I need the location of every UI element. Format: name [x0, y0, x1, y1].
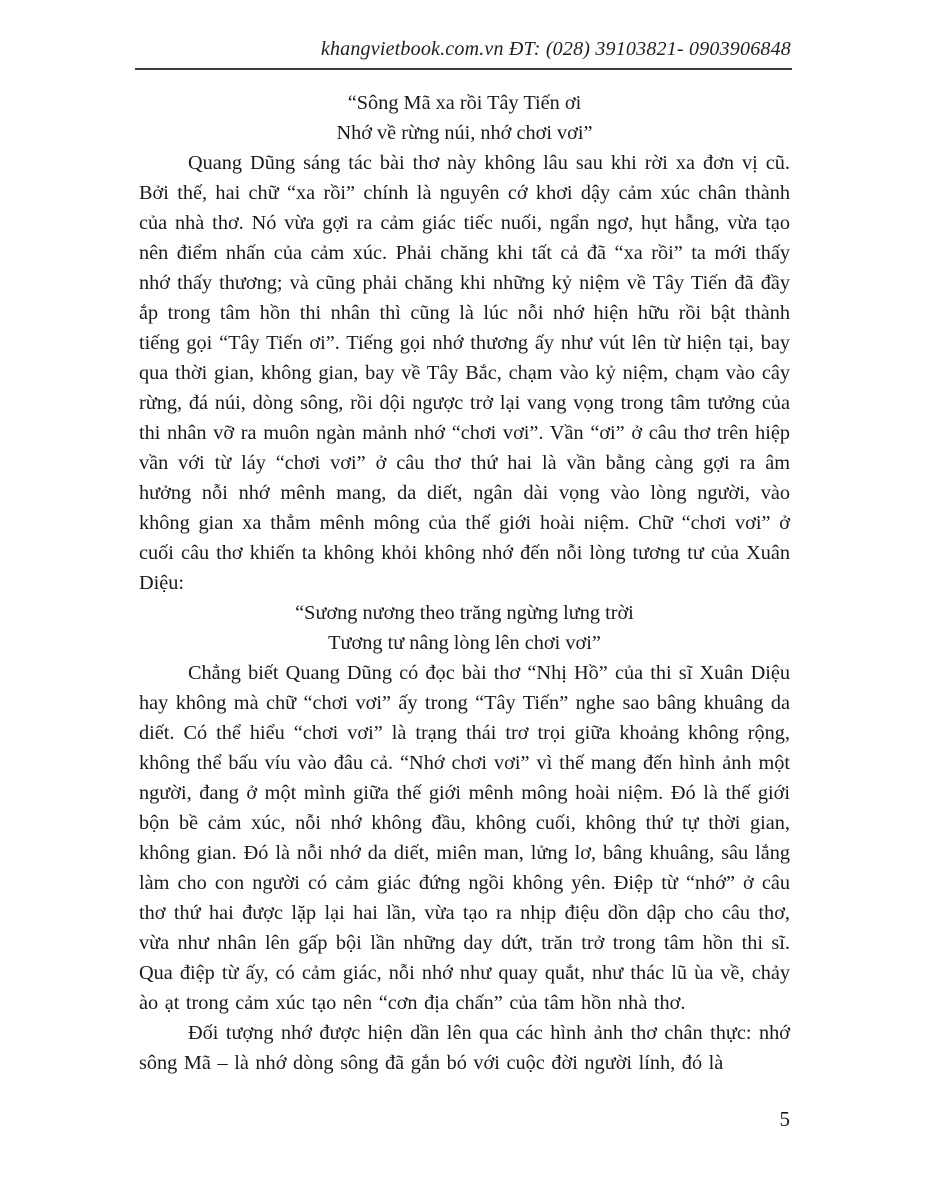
header-website-phone: khangvietbook.com.vn ĐT: (028) 39103821- 0903906848: [320, 38, 791, 60]
paragraph-analysis-xa-roi: Quang Dũng sáng tác bài thơ này không lâu sau khi rời xa đơn vị cũ. Bởi thế, hai chữ “xa rồi” chính là nguyên cớ khơi dậy cảm xúc chân thành của nhà thơ. Nó vừa gợi ra cảm giác tiếc nuối, ngẩn ngơ, hụt hẫng, vừa tạo nên điểm nhấn của cảm xúc. Phải chăng khi tất cả đã “xa rồi” ta mới thấy nhớ thấy thương; và cũng phải chăng khi những kỷ niệm về Tây Tiến đã đầy ắp trong tâm hồn thi nhân thì cũng là lúc nỗi nhớ hiện hữu rồi bật thành tiếng gọi “Tây Tiến ơi”. Tiếng gọi nhớ thương ấy như vút lên từ hiện tại, bay qua thời gian, không gian, bay về Tây Bắc, chạm vào kỷ niệm, chạm vào cây rừng, đá núi, dòng sông, rồi dội ngược trở lại vang vọng trong tâm tưởng của thi nhân vỡ ra muôn ngàn mảnh nhớ “chơi vơi”. Vần “ơi” ở câu thơ trên hiệp vần với từ láy “chơi vơi” ở câu thơ thứ hai là vần bằng càng gợi ra âm hưởng nỗi nhớ mênh mang, da diết, ngân dài vọng vào lòng người, vào không gian xa thẳm mênh mông của thế giới hoài niệm. Chữ “chơi vơi” ở cuối câu thơ khiến ta không khỏi không nhớ đến nỗi lòng tương tư của Xuân Diệu:: [139, 152, 790, 594]
poem-line: “Sông Mã xa rồi Tây Tiến ơi: [347, 92, 582, 114]
poem-quote-tay-tien: [139, 88, 790, 148]
paragraph-analysis-doi-tuong-nho: Đối tượng nhớ được hiện dần lên qua các hình ảnh thơ chân thực: nhớ sông Mã – là nhớ dòng sông đã gắn bó với cuộc đời người lính, đó là: [139, 1022, 790, 1074]
paragraph-analysis-choi-voi: Chẳng biết Quang Dũng có đọc bài thơ “Nhị Hồ” của thi sĩ Xuân Diệu hay không mà chữ “chơi vơi” ấy trong “Tây Tiến” nghe sao bâng khuâng da diết. Có thể hiểu “chơi vơi” là trạng thái trơ trọi giữa khoảng không rộng, không thể bấu víu vào đâu cả. “Nhớ chơi vơi” vì thế mang đến hình ảnh một người, đang ở một mình giữa thế giới mênh mông hoài niệm. Đó là thế giới bộn bề cảm xúc, nỗi nhớ không đầu, không cuối, không thứ tự thời gian, không gian. Đó là nỗi nhớ da diết, miên man, lửng lơ, bâng khuâng, sâu lắng làm cho con người có cảm giác đứng ngồi không yên. Điệp từ “nhớ” ở câu thơ thứ hai được lặp lại hai lần, vừa tạo ra nhịp điệu dồn dập cho câu thơ, vừa như nhân lên gấp bội lần những day dứt, trăn trở trong tâm hồn thi sĩ. Qua điệp từ ấy, có cảm giác, nỗi nhớ như quay quắt, như thác lũ ùa về, chảy ào ạt trong cảm xúc tạo nên “cơn địa chấn” của tâm hồn nhà thơ.: [139, 662, 790, 1014]
poem-line: “Sương nương theo trăng ngừng lưng trời: [295, 602, 634, 624]
poem-line: Nhớ về rừng núi, nhớ chơi vơi”: [336, 122, 593, 144]
poem-line: Tương tư nâng lòng lên chơi vơi”: [328, 632, 601, 654]
page-body: [139, 88, 790, 1078]
header-divider-line: [135, 68, 792, 70]
page-number: 5: [779, 1107, 790, 1131]
poem-quote-xuan-dieu: [139, 598, 790, 658]
